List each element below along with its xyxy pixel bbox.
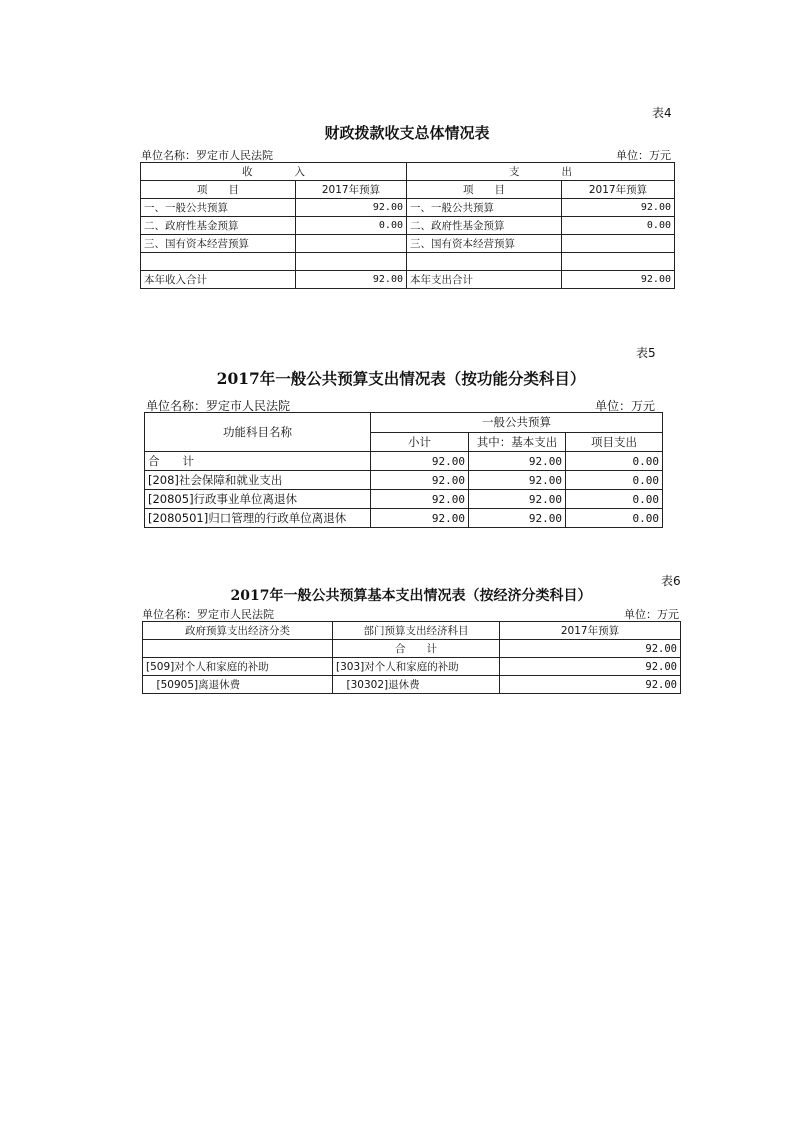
table5-tag: 表5 bbox=[636, 346, 656, 360]
table4-cell: 0.00 bbox=[562, 217, 675, 235]
table4-cell: 92.00 bbox=[562, 199, 675, 217]
table5-cell: 92.00 bbox=[371, 509, 469, 528]
table5-cell: 0.00 bbox=[566, 471, 663, 490]
table5-unit: 单位：万元 bbox=[595, 399, 656, 413]
table4-income-item-header: 项 目 bbox=[141, 181, 296, 199]
table-row bbox=[143, 658, 681, 676]
table4-cell bbox=[562, 253, 675, 271]
table4-unit-name: 单位名称：罗定市人民法院 bbox=[141, 149, 273, 162]
table-row bbox=[141, 235, 675, 253]
table4-cell bbox=[407, 253, 562, 271]
table6-cell: [50905]离退休费 bbox=[143, 676, 333, 694]
table-row bbox=[141, 217, 675, 235]
table-row bbox=[141, 253, 675, 271]
table6-header-row bbox=[143, 622, 681, 640]
table6-tag: 表6 bbox=[661, 574, 681, 588]
table6 bbox=[142, 621, 681, 694]
table5-cell: 92.00 bbox=[371, 490, 469, 509]
table4-cell bbox=[296, 253, 407, 271]
table4-cell: 三、国有资本经营预算 bbox=[407, 235, 562, 253]
table4-total-row bbox=[141, 271, 675, 289]
table5-cell: 0.00 bbox=[566, 509, 663, 528]
table6-col-dept: 部门预算支出经济科目 bbox=[333, 622, 500, 640]
table6-col-budget: 2017年预算 bbox=[500, 622, 681, 640]
table6-cell: [30302]退休费 bbox=[333, 676, 500, 694]
table4-cell: 二、政府性基金预算 bbox=[141, 217, 296, 235]
table4-cell: 92.00 bbox=[562, 271, 675, 289]
table-row bbox=[141, 199, 675, 217]
table5-cell: 92.00 bbox=[371, 452, 469, 471]
table4-income-header: 收 入 bbox=[141, 163, 407, 181]
table4-cell: 本年收入合计 bbox=[141, 271, 296, 289]
table5-cell: [20805]行政事业单位离退休 bbox=[145, 490, 371, 509]
table4-cell bbox=[562, 235, 675, 253]
table4-cell: 一、一般公共预算 bbox=[407, 199, 562, 217]
table6-cell: 合 计 bbox=[333, 640, 500, 658]
table6-cell: 92.00 bbox=[500, 676, 681, 694]
table4-cell: 三、国有资本经营预算 bbox=[141, 235, 296, 253]
table4-expense-item-header: 项 目 bbox=[407, 181, 562, 199]
table4-cell: 本年支出合计 bbox=[407, 271, 562, 289]
table5-cell: [208]社会保障和就业支出 bbox=[145, 471, 371, 490]
table5-col-subtotal: 小计 bbox=[371, 432, 469, 452]
table4-tag: 表4 bbox=[652, 106, 672, 120]
table5-cell: [2080501]归口管理的行政单位离退休 bbox=[145, 509, 371, 528]
table4-cell: 0.00 bbox=[296, 217, 407, 235]
table4-column-header-row bbox=[141, 181, 675, 199]
table4-title: 财政拨款收支总体情况表 bbox=[324, 124, 490, 142]
table6-cell bbox=[143, 640, 333, 658]
table4-cell: 二、政府性基金预算 bbox=[407, 217, 562, 235]
table-row bbox=[145, 471, 663, 490]
table5-cell: 合 计 bbox=[145, 452, 371, 471]
table6-cell: 92.00 bbox=[500, 640, 681, 658]
table-row bbox=[145, 452, 663, 471]
table6-title: 2017年一般公共预算基本支出情况表（按经济分类科目） bbox=[230, 588, 592, 604]
table5-header-row bbox=[145, 413, 663, 433]
table6-cell: 92.00 bbox=[500, 658, 681, 676]
table-row bbox=[145, 490, 663, 509]
table6-col-gov: 政府预算支出经济分类 bbox=[143, 622, 333, 640]
table5-cell: 92.00 bbox=[371, 471, 469, 490]
table5-col-name: 功能科目名称 bbox=[145, 413, 371, 452]
table5 bbox=[144, 412, 663, 528]
table5-col-project: 项目支出 bbox=[566, 432, 663, 452]
table5-title: 2017年一般公共预算支出情况表（按功能分类科目） bbox=[216, 369, 586, 388]
table5-cell: 0.00 bbox=[566, 452, 663, 471]
table4-cell bbox=[141, 253, 296, 271]
table-row bbox=[145, 509, 663, 528]
table5-cell: 0.00 bbox=[566, 490, 663, 509]
table5-cell: 92.00 bbox=[469, 490, 566, 509]
table6-unit-name: 单位名称：罗定市人民法院 bbox=[142, 608, 274, 621]
table4-group-header-row bbox=[141, 163, 675, 181]
table-row bbox=[143, 640, 681, 658]
table4 bbox=[140, 162, 675, 289]
table5-col-basic: 其中：基本支出 bbox=[469, 432, 566, 452]
table5-cell: 92.00 bbox=[469, 471, 566, 490]
table6-cell: [509]对个人和家庭的补助 bbox=[143, 658, 333, 676]
table4-expense-header: 支 出 bbox=[407, 163, 675, 181]
table5-cell: 92.00 bbox=[469, 452, 566, 471]
table6-cell: [303]对个人和家庭的补助 bbox=[333, 658, 500, 676]
table-row bbox=[143, 676, 681, 694]
table4-unit: 单位：万元 bbox=[616, 149, 671, 162]
table4-cell bbox=[296, 235, 407, 253]
table5-cell: 92.00 bbox=[469, 509, 566, 528]
table4-expense-budget-header: 2017年预算 bbox=[562, 181, 675, 199]
table6-unit: 单位：万元 bbox=[624, 608, 679, 621]
table4-cell: 一、一般公共预算 bbox=[141, 199, 296, 217]
table5-unit-name: 单位名称：罗定市人民法院 bbox=[146, 399, 291, 413]
table4-cell: 92.00 bbox=[296, 271, 407, 289]
table5-col-group: 一般公共预算 bbox=[371, 413, 663, 433]
table4-cell: 92.00 bbox=[296, 199, 407, 217]
table4-income-budget-header: 2017年预算 bbox=[296, 181, 407, 199]
